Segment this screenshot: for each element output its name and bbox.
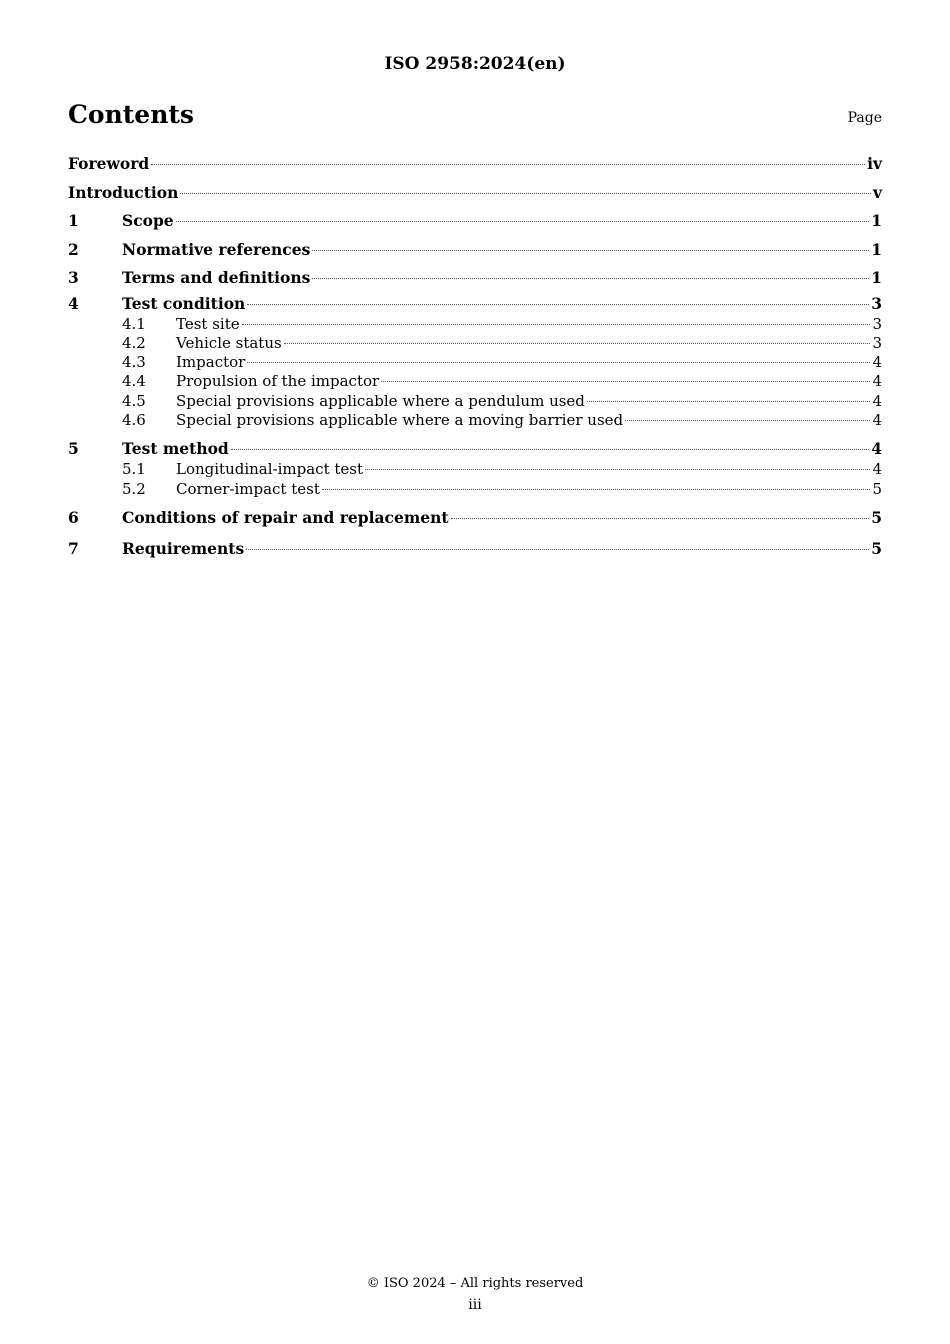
toc-entry-title: Normative references (122, 239, 311, 259)
toc-entry-number: 5.2 (122, 479, 146, 498)
toc-entry-title: Vehicle status (176, 333, 282, 352)
dot-leader (451, 518, 870, 519)
toc-entry-number: 4.4 (122, 372, 146, 391)
dot-leader (365, 469, 870, 470)
toc-entry-page: 1 (871, 239, 882, 259)
toc-entry-normative-references[interactable] (68, 236, 882, 265)
dot-leader (246, 549, 869, 550)
toc-entry-page: 3 (871, 293, 882, 313)
document-id-header: ISO 2958:2024(en) (384, 54, 566, 74)
toc-entry-moving-barrier-provisions[interactable] (68, 411, 882, 430)
toc-entry-page: 4 (872, 391, 882, 410)
toc-entry-title: Requirements (122, 538, 245, 558)
toc-entry-number: 4.2 (122, 333, 146, 352)
toc-entry-pendulum-provisions[interactable] (68, 392, 882, 411)
dot-leader (312, 278, 869, 279)
toc-entry-page: 3 (872, 333, 882, 352)
toc-entry-number: 6 (68, 507, 79, 527)
toc-entry-number: 7 (68, 538, 79, 558)
toc-entry-number: 4.5 (122, 391, 146, 410)
toc-entry-page: 5 (871, 507, 882, 527)
dot-leader (231, 449, 869, 450)
toc-entry-title: Corner-impact test (176, 479, 320, 498)
toc-entry-title: Longitudinal-impact test (176, 460, 364, 479)
toc-entry-title: Introduction (68, 182, 179, 202)
toc-entry-title: Test condition (122, 293, 246, 313)
toc-entry-page: 1 (871, 211, 882, 230)
toc-entry-longitudinal-impact-test[interactable] (68, 460, 882, 479)
toc-entry-title: Special provisions applicable where a moving barrier used (176, 410, 624, 429)
page-number: iii (468, 1297, 482, 1313)
toc-entry-test-site[interactable] (68, 315, 882, 334)
toc-entry-impactor[interactable] (68, 353, 882, 372)
toc-entry-number: 4.1 (122, 314, 146, 333)
toc-entry-introduction[interactable] (68, 179, 882, 208)
dot-leader (176, 221, 870, 222)
toc-entry-page: 5 (871, 538, 882, 558)
toc-entry-requirements[interactable] (68, 535, 882, 564)
toc-entry-vehicle-status[interactable] (68, 334, 882, 353)
dot-leader (242, 324, 871, 325)
toc-entry-title: Special provisions applicable where a pendulum used (176, 391, 585, 410)
dot-leader (625, 420, 870, 421)
toc-entry-title: Scope (122, 211, 174, 230)
toc-entry-number: 3 (68, 268, 79, 287)
toc-entry-number: 5 (68, 439, 79, 459)
toc-entry-page: 4 (872, 460, 882, 479)
dot-leader (284, 343, 871, 344)
toc-entry-page: 4 (871, 439, 882, 459)
toc-entry-terms-and-definitions[interactable] (68, 264, 882, 293)
toc-entry-test-method[interactable] (68, 438, 882, 460)
toc-entry-test-condition[interactable] (68, 293, 882, 315)
toc-entry-page: 1 (871, 268, 882, 287)
toc-entry-title: Conditions of repair and replacement (122, 507, 449, 527)
toc-entry-title: Impactor (176, 353, 246, 372)
toc-entry-title: Test method (122, 439, 229, 459)
toc-entry-page: 4 (872, 372, 882, 391)
toc-entry-title: Test site (176, 314, 240, 333)
toc-entry-propulsion-of-impactor[interactable] (68, 372, 882, 391)
dot-leader (151, 164, 865, 165)
dot-leader (247, 304, 869, 305)
table-of-contents (68, 150, 882, 563)
dot-leader (322, 489, 871, 490)
dot-leader (381, 381, 870, 382)
dot-leader (247, 362, 870, 363)
page-column-label: Page (847, 110, 882, 126)
toc-entry-page: 3 (872, 314, 882, 333)
toc-entry-page: 5 (872, 479, 882, 498)
toc-entry-page: 4 (872, 353, 882, 372)
copyright-notice: © ISO 2024 – All rights reserved (366, 1276, 584, 1291)
toc-entry-title: Foreword (68, 154, 150, 173)
toc-entry-conditions-of-repair[interactable] (68, 507, 882, 529)
dot-leader (180, 193, 871, 194)
toc-entry-corner-impact-test[interactable] (68, 480, 882, 499)
toc-entry-page: 4 (872, 410, 882, 429)
toc-entry-number: 4 (68, 293, 79, 313)
toc-entry-number: 2 (68, 239, 79, 259)
toc-entry-title: Propulsion of the impactor (176, 372, 380, 391)
toc-entry-foreword[interactable] (68, 150, 882, 179)
toc-entry-page: v (872, 182, 882, 202)
toc-entry-number: 4.6 (122, 410, 146, 429)
toc-entry-number: 5.1 (122, 460, 146, 479)
dot-leader (587, 401, 871, 402)
toc-entry-title: Terms and definitions (122, 268, 311, 287)
contents-title: Contents (68, 100, 195, 129)
toc-entry-number: 4.3 (122, 353, 146, 372)
toc-entry-number: 1 (68, 211, 79, 230)
toc-entry-page: iv (867, 154, 882, 173)
dot-leader (312, 250, 869, 251)
toc-entry-scope[interactable] (68, 207, 882, 236)
